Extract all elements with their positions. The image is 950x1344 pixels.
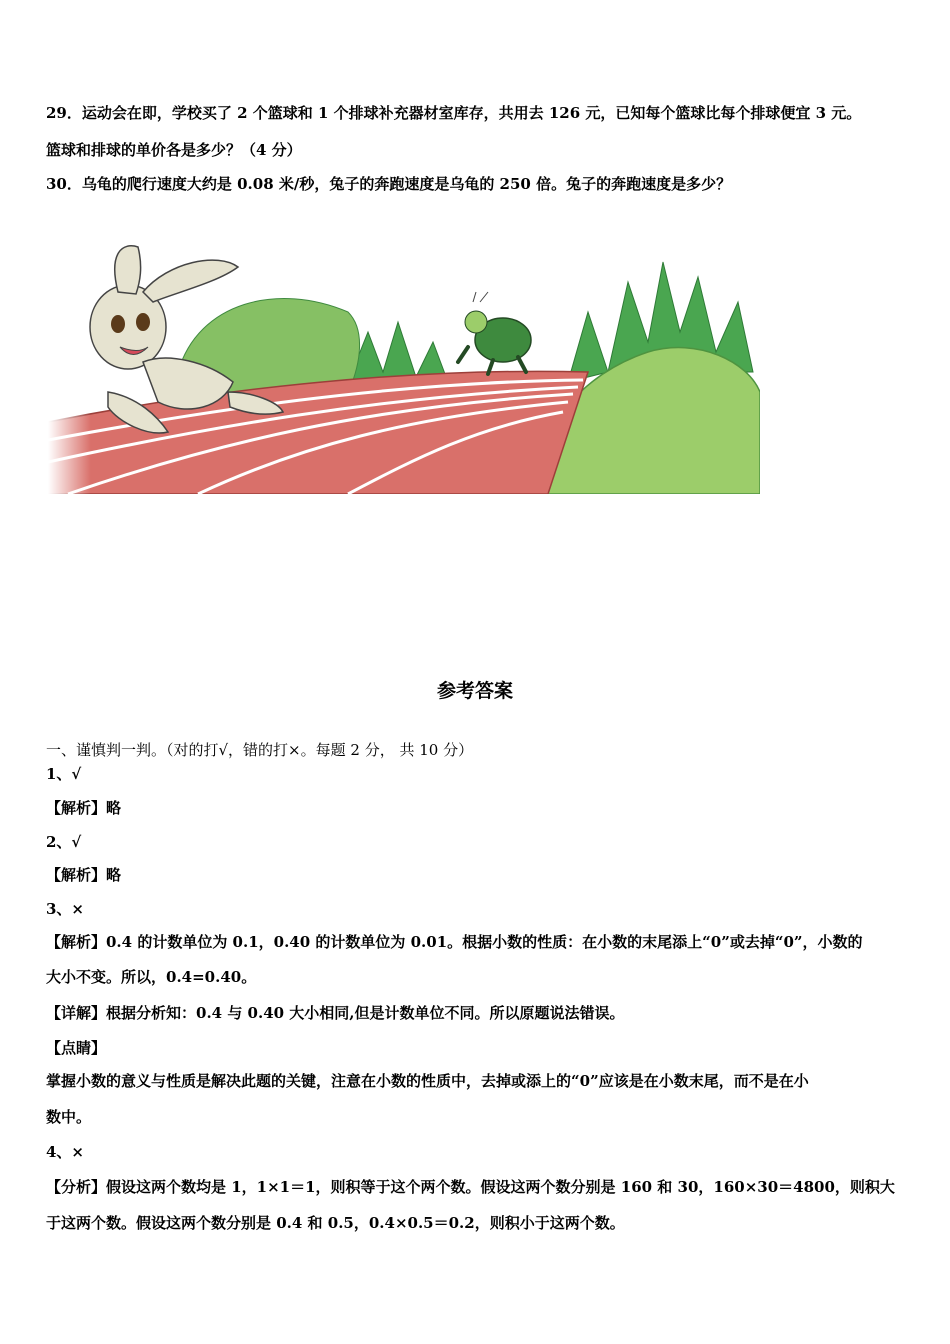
answer-1-note: 【解析】略 (46, 799, 122, 817)
answer-2-note: 【解析】略 (46, 866, 122, 884)
answer-3-detail: 【详解】根据分析知：0.4 与 0.40 大小相同,但是计数单位不同。所以原题说法错误。 (46, 1004, 625, 1022)
answer-3-analysis-2: 大小不变。所以，0.4=0.40。 (46, 968, 257, 986)
question-29-line1: 29．运动会在即，学校买了 2 个篮球和 1 个排球补充器材室库存，共用去 126 元，已知每个篮球比每个排球便宜 3 元。 (46, 104, 862, 122)
answer-3-tip-1: 掌握小数的意义与性质是解决此题的关键，注意在小数的性质中，去掉或添上的“0”应该是在小数末尾，而不是在小 (46, 1072, 809, 1090)
answer-3-tip-2: 数中。 (46, 1108, 92, 1126)
answer-3: 3、× (46, 900, 85, 918)
answer-3-analysis-1: 【解析】0.4 的计数单位为 0.1，0.40 的计数单位为 0.01。根据小数的性质：在小数的末尾添上“0”或去掉“0”，小数的 (46, 933, 863, 951)
answer-4-analysis-1: 【分析】假设这两个数均是 1，1×1＝1，则积等于这个两个数。假设这两个数分别是 160 和 30，160×30＝4800，则积大 (46, 1178, 895, 1196)
rabbit-tortoise-race-illustration (48, 222, 760, 494)
question-29-line2: 篮球和排球的单价各是多少？（4 分） (46, 141, 302, 159)
answer-4: 4、× (46, 1143, 85, 1161)
answers-title: 参考答案 (436, 680, 513, 702)
question-30: 30．乌龟的爬行速度大约是 0.08 米/秒，兔子的奔跑速度是乌龟的 250 倍。兔子的奔跑速度是多少？ (46, 175, 732, 193)
answer-4-analysis-2: 于这两个数。假设这两个数分别是 0.4 和 0.5，0.4×0.5＝0.2，则积小于这两个数。 (46, 1214, 625, 1232)
answer-3-tip-label: 【点睛】 (46, 1039, 107, 1057)
answer-1: 1、√ (46, 765, 82, 783)
section-1-heading: 一、谨慎判一判。（对的打√，错的打×。每题 2 分， 共 10 分） (46, 741, 474, 759)
answer-2: 2、√ (46, 833, 82, 851)
